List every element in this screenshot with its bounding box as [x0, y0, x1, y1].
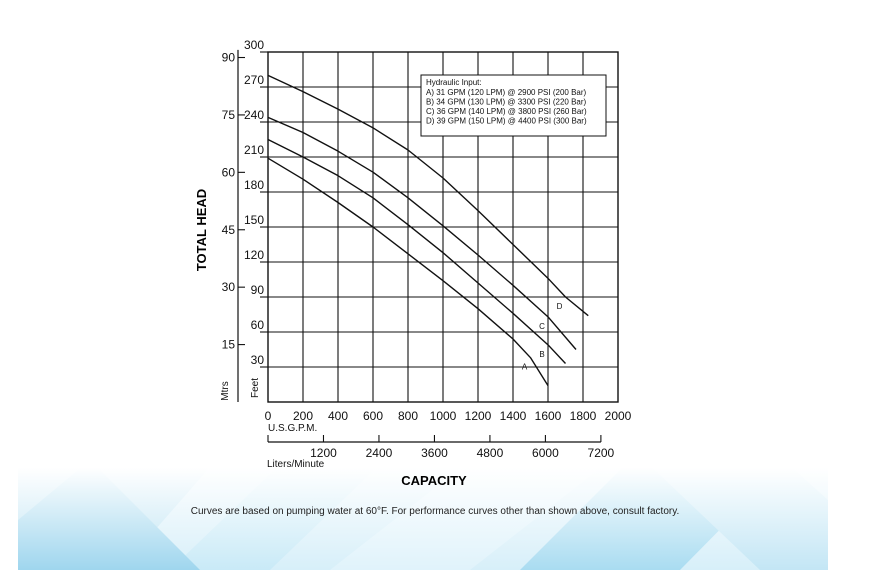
gpm-tick-label: 2000 [604, 409, 632, 423]
lpm-tick-label: 4800 [476, 446, 504, 460]
feet-tick-label: 180 [243, 178, 264, 192]
footnote: Curves are based on pumping water at 60°F. For performance curves other than shown above, consult factory. [190, 506, 680, 517]
curve-c [268, 117, 576, 349]
lpm-tick-label: 6000 [532, 446, 559, 460]
lpm-tick-label: 7200 [587, 446, 615, 460]
gpm-tick-label: 800 [397, 409, 419, 423]
legend-entry-d: D) 39 GPM (150 LPM) @ 4400 PSI (300 Bar) [426, 116, 587, 126]
gpm-tick-label: 1800 [569, 409, 597, 423]
curve-label-d: D [556, 302, 563, 311]
lpm-tick-label: 1200 [310, 446, 337, 460]
gpm-tick-label: 0 [264, 409, 272, 423]
feet-tick-label: 150 [243, 213, 264, 227]
feet-tick-label: 300 [243, 38, 264, 52]
lpm-tick-label: 3600 [421, 446, 448, 460]
gpm-tick-label: 1200 [464, 409, 492, 423]
gpm-tick-label: 1400 [499, 409, 527, 423]
gpm-tick-label: 200 [292, 409, 314, 423]
gpm-unit-label: U.S.G.P.M. [268, 423, 318, 434]
mtrs-unit-label: Mtrs [220, 381, 231, 401]
curve-label-a: A [521, 362, 528, 372]
feet-tick-label: 240 [243, 108, 264, 122]
lpm-tick-label: 2400 [365, 446, 393, 460]
curve-label-b: B [539, 349, 545, 359]
feet-tick-label: 270 [243, 73, 264, 87]
feet-unit-label: Feet [250, 377, 261, 399]
legend-entry-b: B) 34 GPM (130 LPM) @ 3300 PSI (220 Bar) [426, 97, 587, 107]
feet-tick-label: 90 [250, 283, 264, 297]
chart-legend [421, 75, 606, 136]
gpm-tick-label: 1000 [429, 409, 457, 423]
x-axis-title: CAPACITY [401, 473, 467, 488]
mtrs-tick-label: 30 [221, 280, 235, 295]
mtrs-tick-label: 15 [221, 337, 235, 352]
gpm-tick-label: 600 [362, 409, 384, 423]
feet-tick-label: 30 [250, 353, 264, 367]
legend-title: Hydraulic Input: [426, 78, 482, 87]
y-axis-title: TOTAL HEAD [194, 188, 209, 272]
mtrs-tick-label: 90 [221, 50, 235, 65]
curve-label-c: C [539, 321, 545, 331]
gpm-tick-label: 400 [327, 409, 349, 423]
lpm-unit-label: Liters/Minute [267, 459, 325, 470]
feet-tick-label: 210 [243, 143, 264, 157]
legend-entry-c: C) 36 GPM (140 LPM) @ 3800 PSI (260 Bar) [426, 107, 587, 116]
legend-entry-a: A) 31 GPM (120 LPM) @ 2900 PSI (200 Bar) [426, 88, 587, 97]
feet-tick-label: 120 [243, 248, 264, 262]
mtrs-tick-label: 75 [221, 107, 235, 122]
mtrs-tick-label: 45 [221, 222, 235, 237]
gpm-tick-label: 1600 [534, 409, 562, 423]
feet-tick-label: 60 [250, 318, 264, 332]
mtrs-tick-label: 60 [221, 165, 235, 180]
